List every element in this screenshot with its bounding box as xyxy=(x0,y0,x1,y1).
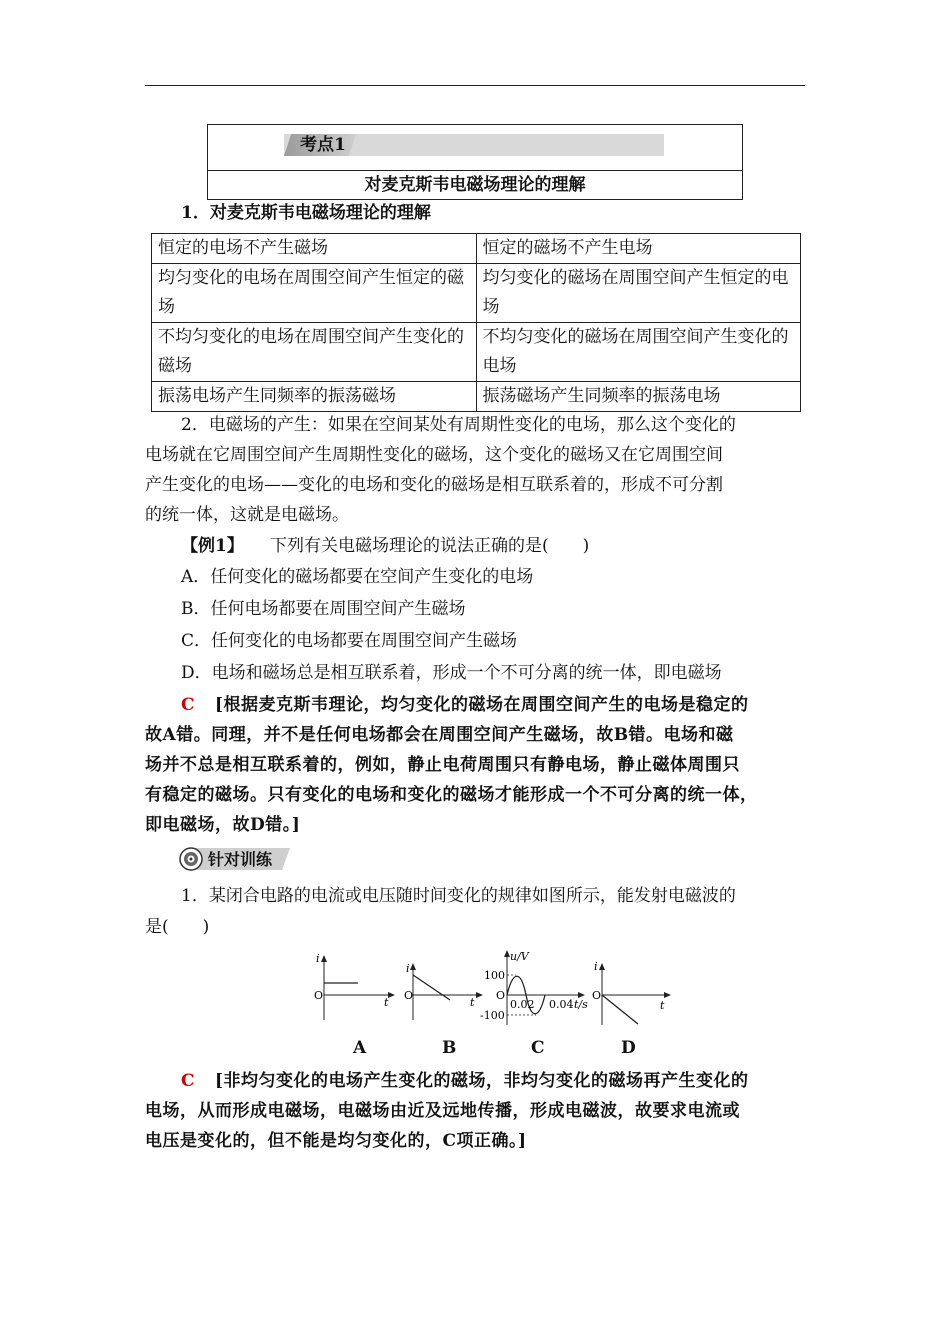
chart-c-ytick: 100 xyxy=(484,969,505,982)
table-cell: 均匀变化的电场在周围空间产生恒定的磁场 xyxy=(152,264,477,323)
table-cell: 不均匀变化的磁场在周围空间产生变化的电场 xyxy=(476,323,801,382)
table-cell: 振荡磁场产生同频率的振荡电场 xyxy=(476,382,801,412)
chart-a-xlabel: t xyxy=(384,996,389,1009)
explanation-line: 场并不总是相互联系着的，例如，静止电荷周围只有静电场，静止磁体周围只 xyxy=(145,755,740,775)
chart-d-xlabel: t xyxy=(660,999,665,1012)
chart-d-ylabel: i xyxy=(594,960,598,973)
chart-b-label: B xyxy=(442,1038,457,1058)
training-answer: C xyxy=(181,1071,196,1091)
option-b: B．任何电场都要在周围空间产生磁场 xyxy=(181,599,466,619)
chart-c-xlabel: t/s xyxy=(574,998,588,1011)
option-d: D．电场和磁场总是相互联系着，形成一个不可分离的统一体，即电磁场 xyxy=(181,663,722,683)
chart-b-origin: O xyxy=(404,989,414,1002)
explanation-line: 故A错。同理，并不是任何电场都会在周围空间产生磁场，故B错。电场和磁 xyxy=(145,725,734,745)
chart-b-xlabel: t xyxy=(470,996,475,1009)
training-explanation-line: 电场，从而形成电磁场，电磁场由近及远地传播，形成电磁波，故要求电流或 xyxy=(145,1101,740,1121)
chart-b xyxy=(404,962,483,1020)
q1-line: 是( ) xyxy=(145,917,210,937)
chart-a-origin: O xyxy=(314,989,324,1002)
explanation-line: [根据麦克斯韦理论，均匀变化的磁场在周围空间产生的电场是稳定的 xyxy=(215,695,749,715)
table-row xyxy=(152,264,801,323)
training-explanation-line: [非均匀变化的电场产生变化的磁场，非均匀变化的磁场再产生变化的 xyxy=(215,1071,749,1091)
topic-tag-text: 考点1 xyxy=(300,135,346,155)
section2-line: 电场就在它周围空间产生周期性变化的磁场，这个变化的磁场又在它周围空间 xyxy=(145,445,723,465)
chart-d-series xyxy=(602,995,638,1024)
chart-c xyxy=(480,950,588,1025)
figure-charts xyxy=(300,950,680,1040)
option-c: C．任何变化的电场都要在周围空间产生磁场 xyxy=(181,631,518,651)
chart-c-ytick: -100 xyxy=(480,1009,505,1022)
chart-c-xtick: 0.02 xyxy=(510,998,535,1011)
chart-c-xtick: 0.04 xyxy=(549,998,574,1011)
section1-heading: 1．对麦克斯韦电磁场理论的理解 xyxy=(181,203,431,223)
chart-d-origin: O xyxy=(592,989,602,1002)
q1-line: 1．某闭合电路的电流或电压随时间变化的规律如图所示，能发射电磁波的 xyxy=(181,886,736,906)
chart-c-origin: O xyxy=(496,989,506,1002)
section2-line: 的统一体，这就是电磁场。 xyxy=(145,505,349,525)
topic-title: 对麦克斯韦电磁场理论的理解 xyxy=(364,175,586,195)
badge-text: 针对训练 xyxy=(208,850,273,869)
comparison-table xyxy=(151,233,801,412)
chart-a-ylabel: i xyxy=(316,952,320,965)
example-tag: 【例1】 xyxy=(181,536,244,556)
example-answer: C xyxy=(181,695,196,715)
example-question: 下列有关电磁场理论的说法正确的是( ) xyxy=(270,536,590,556)
explanation-line: 有稳定的磁场。只有变化的电场和变化的磁场才能形成一个不可分离的统一体， xyxy=(145,785,758,805)
table-row xyxy=(152,382,801,412)
chart-a-label: A xyxy=(353,1038,367,1058)
chart-b-ylabel: i xyxy=(406,962,410,975)
section2-line: 产生变化的电场——变化的电场和变化的磁场是相互联系着的，形成不可分割 xyxy=(145,475,723,495)
chart-b-series xyxy=(413,975,450,1000)
table-row xyxy=(152,234,801,264)
chart-d xyxy=(592,960,671,1025)
chart-c-ylabel: u/V xyxy=(510,950,529,963)
chart-a xyxy=(314,952,395,1020)
training-explanation-line: 电压是变化的，但不能是均匀变化的，C项正确。] xyxy=(145,1131,527,1151)
chart-c-label: C xyxy=(531,1038,545,1058)
table-row xyxy=(152,323,801,382)
table-cell: 恒定的电场不产生磁场 xyxy=(152,234,477,264)
table-cell: 均匀变化的磁场在周围空间产生恒定的电场 xyxy=(476,264,801,323)
chart-d-label: D xyxy=(621,1038,636,1058)
section2-line: 2．电磁场的产生：如果在空间某处有周期性变化的电场，那么这个变化的 xyxy=(181,415,736,435)
training-badge xyxy=(178,846,296,872)
explanation-line: 即电磁场，故D错。] xyxy=(145,815,301,835)
target-icon-center xyxy=(190,858,193,861)
table-cell: 恒定的磁场不产生电场 xyxy=(476,234,801,264)
table-cell: 不均匀变化的电场在周围空间产生变化的磁场 xyxy=(152,323,477,382)
option-a: A．任何变化的磁场都要在空间产生变化的电场 xyxy=(181,567,534,587)
table-cell: 振荡电场产生同频率的振荡磁场 xyxy=(152,382,477,412)
top-rule xyxy=(145,85,805,86)
